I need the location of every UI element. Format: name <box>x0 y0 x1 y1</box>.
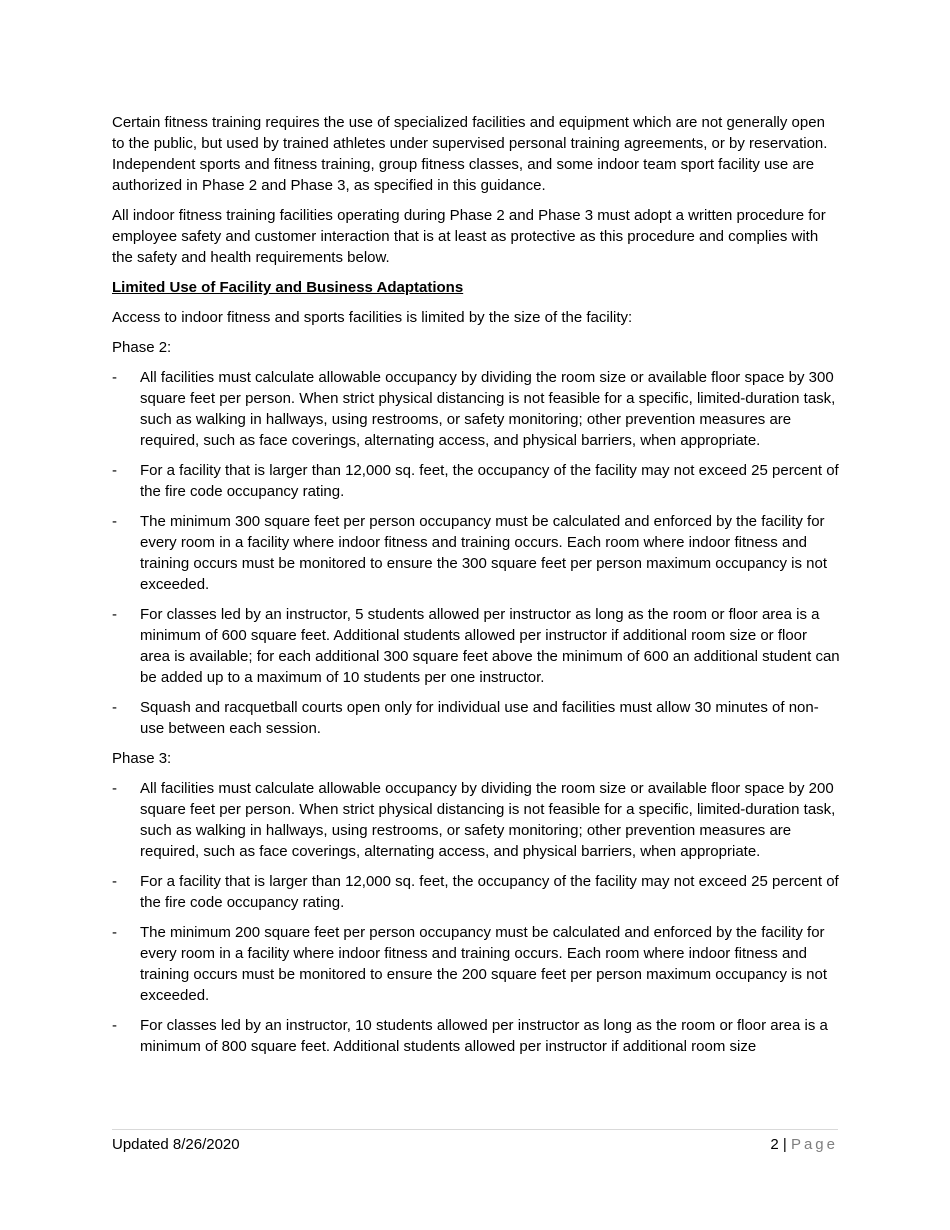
section-lead: Access to indoor fitness and sports facilities is limited by the size of the facility: <box>112 309 633 326</box>
page-label: Page <box>790 1136 838 1153</box>
bullet-dash: - <box>112 699 117 716</box>
bullet-dash: - <box>112 1017 117 1034</box>
list-item-text: For a facility that is larger than 12,000 sq. feet, the occupancy of the facility may not exceed 25 percent of the fire code occupancy rating. <box>140 462 839 500</box>
list-item-text: For classes led by an instructor, 5 students allowed per instructor as long as the room or floor area is a minimum of 600 square feet. Additional students allowed per instructor if additional room size or floor area is available; for each additional 300 square feet above the minimum of 600 an additional student can be added up to a maximum of 10 students per one instructor. <box>140 606 840 686</box>
intro-paragraph-1: Certain fitness training requires the use of specialized facilities and equipment which are not generally open to the public, but used by trained athletes under supervised personal training agreements, or by reservation. Independent sports and fitness training, group fitness classes, and some indoor team sport facility use are authorized in Phase 2 and Phase 3, as specified in this guidance. <box>112 114 828 194</box>
bullet-dash: - <box>112 606 117 623</box>
list-item-text: The minimum 200 square feet per person occupancy must be calculated and enforced by the facility for every room in a facility where indoor fitness and training occurs. Each room where indoor fitness and training occurs must be monitored to ensure the 200 square feet per person maximum occupancy is not exceeded. <box>140 924 828 1004</box>
intro-paragraph-2: All indoor fitness training facilities operating during Phase 2 and Phase 3 must adopt a written procedure for employee safety and customer interaction that is at least as protective as this procedure and complies with the safety and health requirements below. <box>112 207 826 266</box>
list-item-text: For classes led by an instructor, 10 students allowed per instructor as long as the room or floor area is a minimum of 800 square feet. Additional students allowed per instructor if additional room size <box>140 1017 828 1055</box>
document-body <box>112 112 840 1066</box>
list-item <box>112 778 840 862</box>
updated-date: Updated 8/26/2020 <box>112 1136 240 1153</box>
bullet-dash: - <box>112 873 117 890</box>
bullet-dash: - <box>112 780 117 797</box>
list-item <box>112 511 840 595</box>
list-item <box>112 1015 840 1057</box>
list-item-text: Squash and racquetball courts open only for individual use and facilities must allow 30 minutes of non-use between each session. <box>140 699 819 737</box>
list-item <box>112 871 840 913</box>
page-number: 2 <box>770 1136 779 1153</box>
list-item <box>112 604 840 688</box>
list-item-text: All facilities must calculate allowable occupancy by dividing the room size or available floor space by 200 square feet per person. When strict physical distancing is not feasible for a specific, limited-duration task, such as walking in hallways, using restrooms, or safety monitoring; other prevention measures are required, such as face coverings, alternating access, and physical barriers, when appropriate. <box>140 780 836 860</box>
list-item-text: The minimum 300 square feet per person occupancy must be calculated and enforced by the facility for every room in a facility where indoor fitness and training occurs. Each room where indoor fitness and training occurs must be monitored to ensure the 300 square feet per person maximum occupancy is not exceeded. <box>140 513 828 593</box>
page-indicator <box>770 1134 838 1155</box>
list-item <box>112 460 840 502</box>
phase-3-list <box>112 778 840 1057</box>
list-item-text: All facilities must calculate allowable occupancy by dividing the room size or available floor space by 300 square feet per person. When strict physical distancing is not feasible for a specific, limited-duration task, such as walking in hallways, using restrooms, or safety monitoring; other prevention measures are required, such as face coverings, alternating access, and physical barriers, when appropriate. <box>140 369 836 449</box>
list-item-text: For a facility that is larger than 12,000 sq. feet, the occupancy of the facility may not exceed 25 percent of the fire code occupancy rating. <box>140 873 839 911</box>
list-item <box>112 697 840 739</box>
page-separator: | <box>782 1136 787 1153</box>
phase-2-list <box>112 367 840 739</box>
section-heading: Limited Use of Facility and Business Adaptations <box>112 279 464 296</box>
bullet-dash: - <box>112 462 117 479</box>
list-item <box>112 922 840 1006</box>
phase-3-label: Phase 3: <box>112 750 172 767</box>
bullet-dash: - <box>112 369 117 386</box>
bullet-dash: - <box>112 924 117 941</box>
phase-2-label: Phase 2: <box>112 339 172 356</box>
page-footer <box>112 1129 838 1155</box>
list-item <box>112 367 840 451</box>
bullet-dash: - <box>112 513 117 530</box>
